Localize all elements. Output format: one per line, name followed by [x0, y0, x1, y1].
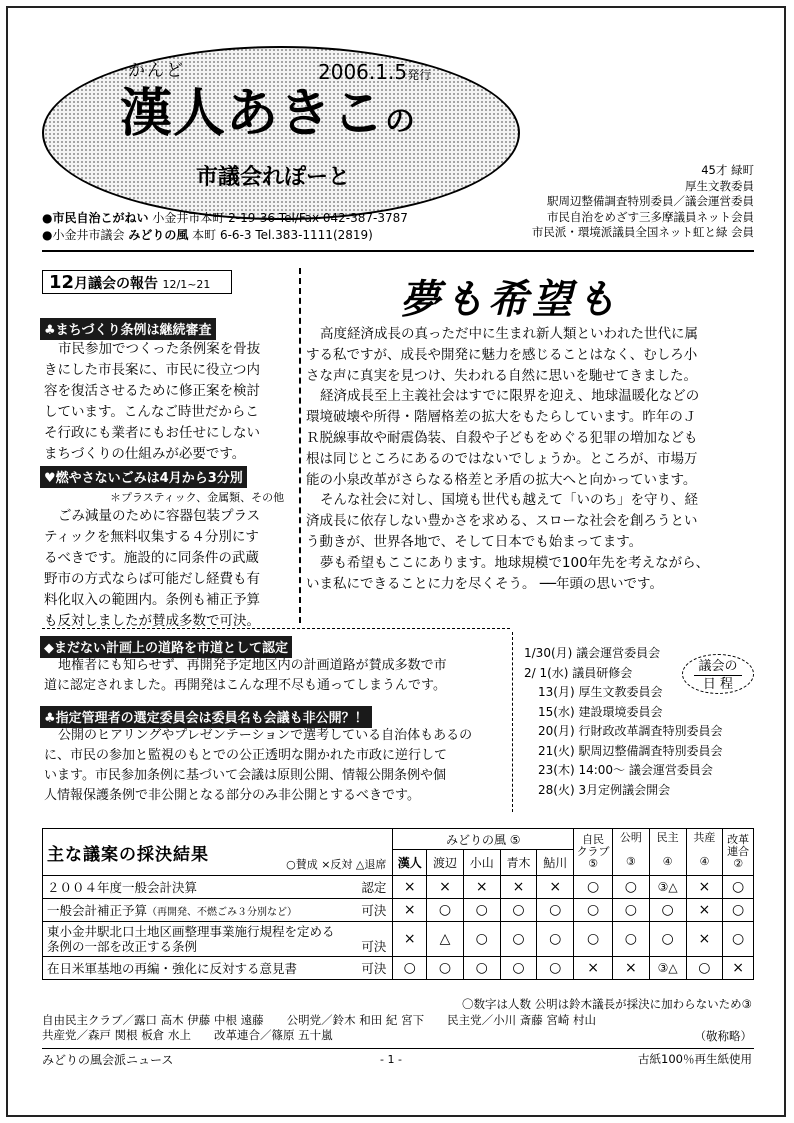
party-header: 民主 ④ [649, 829, 686, 876]
results-legend: ○賛成 ×反対 △退席 [286, 858, 387, 871]
page-number: - 1 - [380, 1053, 402, 1066]
members-list [42, 1013, 596, 1043]
table-row [43, 922, 754, 957]
vote-cell: × [537, 876, 574, 899]
vote-cell: × [393, 922, 427, 957]
vote-cell: ○ [723, 876, 754, 899]
vote-cell: ○ [612, 876, 649, 899]
vote-cell: ③△ [649, 957, 686, 980]
vote-cell: ○ [723, 899, 754, 922]
results-title: 主な議案の採決結果 [47, 844, 209, 865]
vote-cell: × [574, 957, 613, 980]
vote-cell: × [686, 876, 723, 899]
party-header: 公明 ③ [612, 829, 649, 876]
masthead-logo: 漢人あきこの [120, 84, 417, 144]
vote-cell: ○ [463, 957, 500, 980]
bill-cell: 在日米軍基地の再編・強化に反対する意見書 可決 [43, 957, 393, 980]
report-title-box: 12月議会の報告 12/1~21 [42, 270, 232, 294]
masthead-subtitle: 市議会れぽーと [196, 165, 351, 190]
table-row [43, 957, 754, 980]
vote-cell: ○ [500, 899, 537, 922]
section-title-machizukuri: ♣まちづくり条例は継続審査 [40, 318, 216, 340]
profile-line: 45才 緑町 [701, 163, 754, 177]
vote-cell: ○ [463, 922, 500, 957]
schedule-item: 28(火) 3月定例議会開会 [538, 782, 671, 797]
members-line: 共産党／森戸 関根 板倉 水上 改革連合／篠原 五十嵐 [42, 1028, 333, 1042]
party-header: 改革 連合 ② [723, 829, 754, 876]
vote-cell: ○ [574, 899, 613, 922]
vote-cell: × [612, 957, 649, 980]
vote-cell: ○ [537, 922, 574, 957]
footer-left: みどりの風会派ニュース [42, 1053, 174, 1067]
mid-divider [42, 628, 510, 629]
results-note: 〇数字は人数 公明は鈴木議長が採決に加わらないため③ [462, 997, 752, 1011]
vote-cell: × [393, 876, 427, 899]
vote-cell: ○ [393, 957, 427, 980]
member-header: 鮎川 [537, 850, 574, 876]
schedule-item: 2/ 1(水) 議員研修会 [524, 665, 633, 680]
vote-cell: × [686, 899, 723, 922]
table-row [43, 899, 754, 922]
vote-cell: ○ [723, 922, 754, 957]
vote-cell: ○ [574, 876, 613, 899]
vote-cell: ○ [574, 922, 613, 957]
profile-line: 市民自治をめざす三多摩議員ネット会員 [547, 209, 754, 224]
vote-cell: × [500, 876, 537, 899]
profile-block [532, 163, 754, 241]
vote-cell: ○ [500, 957, 537, 980]
vote-cell: × [723, 957, 754, 980]
section-title-shitei: ♣指定管理者の選定委員会は委員名も会議も非公開？！ [40, 706, 372, 728]
vote-cell: ○ [427, 957, 464, 980]
members-line: 自由民主クラブ／露口 高木 伊藤 中根 遠藤 公明党／鈴木 和田 紀 宮下 民主党／小川 斎藤 宮崎 村山 [42, 1013, 597, 1027]
bill-cell: ２００４年度一般会計決算 認定 [43, 876, 393, 899]
honorific-note: （敬称略） [694, 1029, 752, 1043]
vote-cell: ○ [463, 899, 500, 922]
vote-results-table [42, 828, 754, 980]
schedule-item: 20(月) 行財政改革調査特別委員会 [538, 724, 723, 738]
vote-cell: ○ [649, 922, 686, 957]
vote-cell: ③△ [649, 876, 686, 899]
schedule-label: 議会の 日 程 [682, 654, 754, 694]
essay-title: 夢も希望も [400, 277, 620, 323]
member-header: 小山 [463, 850, 500, 876]
schedule-item: 21(火) 駅周辺整備調査特別委員会 [538, 743, 723, 758]
schedule-item: 15(水) 建設環境委員会 [538, 704, 663, 719]
footer-divider [42, 1048, 754, 1049]
schedule-item: 1/30(月) 議会運営委員会 [524, 646, 661, 660]
bill-cell: 一般会計補正予算（再開発、不燃ごみ３分別など） 可決 [43, 899, 393, 922]
vote-cell: ○ [649, 899, 686, 922]
vote-cell: ○ [500, 922, 537, 957]
profile-line: 市民派・環境派議員全国ネット虹と緑 会員 [531, 225, 754, 239]
schedule-item: 23(木) 14:00～ 議会運営委員会 [538, 763, 713, 777]
issue-date: 2006.1.5発行 [318, 60, 432, 84]
party-header: 共産 ④ [686, 829, 723, 876]
vote-cell: ○ [686, 957, 723, 980]
contact-block: ●市民自治こがねい 小金井市本町 2-19-36 Tel/Fax 042-387-3787 ●小金井市議会 みどりの風 本町 6-6-3 Tel.383-1111(2819) [42, 211, 408, 242]
profile-line: 厚生文教委員 [685, 178, 754, 193]
vote-cell: ○ [612, 922, 649, 957]
schedule-divider [512, 632, 513, 812]
section-title-road: ◆まだない計画上の道路を市道として認定 [40, 636, 292, 658]
vote-cell: × [463, 876, 500, 899]
section-body-shitei: 公開のヒアリングやプレゼンテーションで選考している自治体もあるの に、市民の参加と監視のもとでの公正透明な開かれた市政に逆行して います。市民参加条例に基づいて会議は原則公開、情報公開条例や個 人情報保護条例で非公開となる部分のみ非公開とするべきです。 [44, 728, 473, 803]
schedule-item: 13(月) 厚生文教委員会 [538, 685, 663, 699]
member-header: 漢人 [393, 850, 427, 876]
vote-cell: × [427, 876, 464, 899]
masthead-ruby: かんど [128, 61, 185, 81]
header-divider [42, 250, 754, 252]
party-header: 自民 クラブ ⑤ [574, 829, 613, 876]
column-divider [299, 268, 301, 623]
results-title-cell [43, 829, 393, 876]
essay-body: 高度経済成長の真っただ中に生まれ新人類といわれた世代に属 する私ですが、成長や開発に魅力を感じることはなく、むしろ小 さな声に真実を見つけ、失われる自然に思いを馳せてきました。 経済成長至上主義社会はすでに限界を迎え、地球温暖化などの 環境破壊や所得・階層格差の拡大をもたらしています。昨年のＪ Ｒ脱線事故や耐震偽装、自殺や子どもをめぐる犯罪の増加なども 根は同じところにあるのではないでしょうか。ところが、市場万 能の小泉改革がさらなる格差と矛盾の拡大へと向かっています。 そんな社会に対し、国境も世代も越えて「いのち」を守り、経 済成長に依存しない豊かさを求める、スローな社会を創ろうとい う動きが、世界各地で、そして日本でも始まってます。 夢も希望もここにあります。地球規模で100年先を考えながら、 いま私にできることに力を尽くそう。 ──年頭の思いです。 [306, 326, 710, 592]
section-body-machizukuri: 市民参加でつくった条例案を骨抜 きにした市長案に、市民に役立つ内 容を復活させるために修正案を検討 しています。こんなご時世だからこ そ行政にも業者にもお任せにしない まちづくりの仕組みが必要です。 [44, 341, 261, 462]
group-header-midori: みどりの風 ⑤ [393, 829, 574, 850]
section-body-gomi: ごみ減量のために容器包装プラス ティックを無料収集する４分別にす るべきです。施設的に同条件の武蔵 野市の方式ならば可能だし経費も有 料化収入の範囲内。条例も補正予算 も反対しましたが賛成多数で可決。 [44, 508, 261, 629]
vote-cell: × [393, 899, 427, 922]
section-body-road: 地権者にも知らせず、再開発予定地区内の計画道路が賛成多数で市 道に認定されました。再開発はこんな理不尽も通ってしまうんです。 [44, 658, 447, 693]
section-title-gomi: ♥燃やさないごみは4月から3分別 [40, 466, 247, 488]
section-note-gomi: ＊プラスティック、金属類、その他 [110, 491, 285, 504]
vote-cell: ○ [427, 899, 464, 922]
vote-cell: ○ [537, 957, 574, 980]
member-header: 渡辺 [427, 850, 464, 876]
footer-right: 古紙100％再生紙使用 [638, 1052, 752, 1066]
member-header: 青木 [500, 850, 537, 876]
vote-cell: ○ [612, 899, 649, 922]
vote-cell: ○ [537, 899, 574, 922]
table-row [43, 876, 754, 899]
profile-line: 駅周辺整備調査特別委員／議会運営委員 [547, 194, 754, 208]
bill-cell: 東小金井駅北口土地区画整理事業施行規程を定める 条例の一部を改正する条例 可決 [43, 922, 393, 957]
vote-cell: × [686, 922, 723, 957]
vote-cell: △ [427, 922, 464, 957]
